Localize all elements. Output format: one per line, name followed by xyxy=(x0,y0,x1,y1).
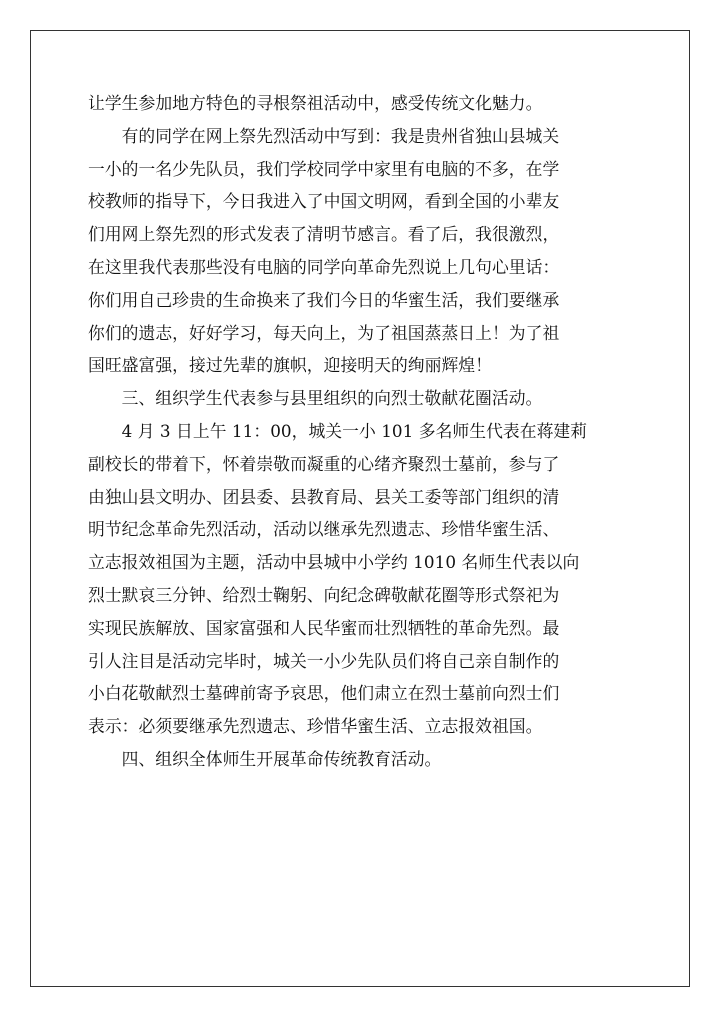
text-line: 一小的一名少先队员，我们学校同学中家里有电脑的不多，在学 xyxy=(88,158,560,179)
document-body xyxy=(88,87,633,776)
text-line: 实现民族解放、国家富强和人民华蜜而壮烈牺牲的革命先烈。最 xyxy=(88,617,560,638)
text-line: 副校长的带着下，怀着崇敬而凝重的心绪齐聚烈士墓前，参与了 xyxy=(88,453,560,474)
text-line: 明节纪念革命先烈活动，活动以继承先烈遗志、珍惜华蜜生活、 xyxy=(88,519,560,540)
text-line: 你们的遗志，好好学习，每天向上，为了祖国蒸蒸日上！为了祖 xyxy=(88,322,560,343)
text-line: 你们用自己珍贵的生命换来了我们今日的华蜜生活，我们要继承 xyxy=(88,289,560,310)
text-line: 表示：必须要继承先烈遗志、珍惜华蜜生活、立志报效祖国。 xyxy=(88,716,543,737)
text-line: 在这里我代表那些没有电脑的同学向革命先烈说上几句心里话： xyxy=(88,256,560,277)
text-line: 校教师的指导下，今日我进入了中国文明网，看到全国的小辈友 xyxy=(88,191,560,212)
text-line: 由独山县文明办、团县委、县教育局、县关工委等部门组织的清 xyxy=(88,486,560,507)
text-line: 立志报效祖国为主题，活动中县城中小学约 1010 名师生代表以向 xyxy=(88,552,580,573)
section-heading: 四、组织全体师生开展革命传统教育活动。 xyxy=(121,748,442,769)
text-line: 小白花敬献烈士墓碑前寄予哀思，他们肃立在烈士墓前向烈士们 xyxy=(88,683,560,704)
text-line: 们用网上祭先烈的形式发表了清明节感言。看了后，我很激烈， xyxy=(88,224,560,245)
section-heading: 三、组织学生代表参与县里组织的向烈士敬献花圈活动。 xyxy=(121,388,543,409)
text-line: 4 月 3 日上午 11：00，城关一小 101 多名师生代表在蒋建莉 xyxy=(121,420,588,441)
text-line: 烈士默哀三分钟、给烈士鞠躬、向纪念碑敬献花圈等形式祭祀为 xyxy=(88,584,560,605)
text-line: 有的同学在网上祭先烈活动中写到：我是贵州省独山县城关 xyxy=(121,125,560,146)
text-line: 引人注目是活动完毕时，城关一小少先队员们将自己亲自制作的 xyxy=(88,650,560,671)
text-line: 让学生参加地方特色的寻根祭祖活动中，感受传统文化魅力。 xyxy=(88,93,543,113)
text-line: 国旺盛富强，接过先辈的旗帜，迎接明天的绚丽辉煌！ xyxy=(88,355,492,376)
